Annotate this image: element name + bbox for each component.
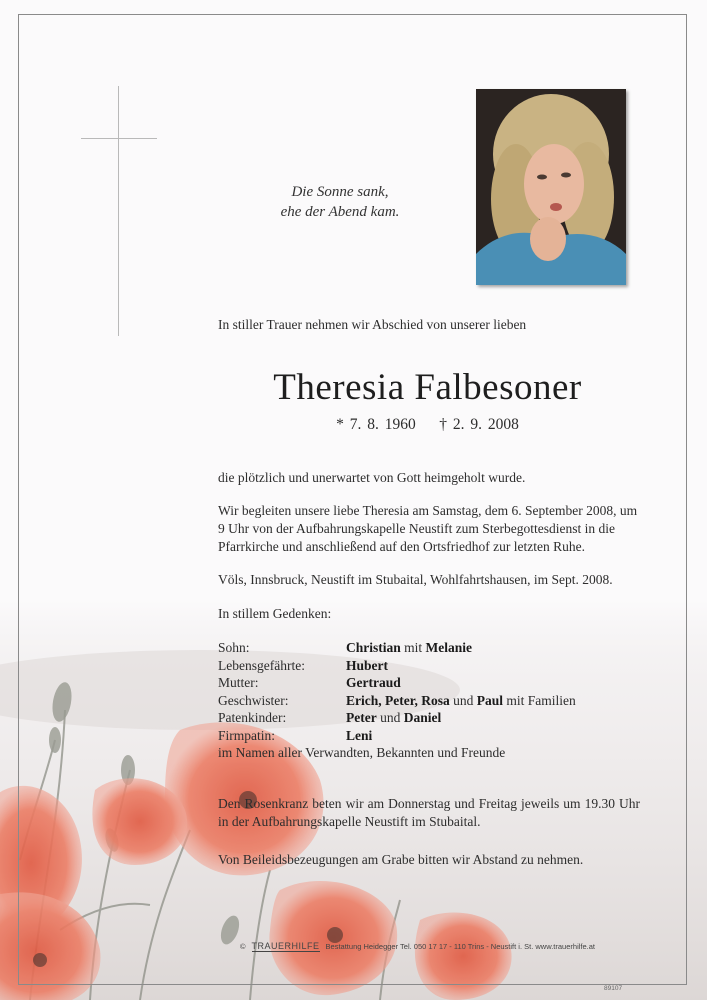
document-code: 89107 [604,985,623,992]
family-list [218,639,576,762]
condolence-note: Von Beileidsbezeugungen am Grabe bitten wir Abstand zu nehmen. [218,852,584,867]
quote-line-2: ehe der Abend kam. [280,204,400,220]
family-label: Mutter: [218,675,259,690]
funeral-details: Wir begleiten unsere liebe Theresia am Samstag, dem 6. September 2008, um 9 Uhr von der Aufbahrungskapelle Neustift zum Sterbegottesdienst in die Pfarrkirche und anschließend auf den Ortsfriedhof zur letzten Ruhe. [218,503,638,554]
family-value: Christian mit Melanie [346,640,473,655]
places-date: Völs, Innsbruck, Neustift im Stubaital, Wohlfahrtshausen, im Sept. 2008. [218,572,613,587]
family-label: Firmpatin: [218,727,275,743]
trauerhilfe-logo: TRAUERHILFE [251,941,320,951]
family-label: Patenkinder: [218,710,287,725]
family-value: Hubert [346,657,388,673]
portrait-photo [476,89,626,285]
intro-text: In stiller Trauer nehmen wir Abschied von unserer lieben [218,317,527,332]
family-row [218,674,576,692]
family-label: Lebensgefährte: [218,657,305,673]
remembrance-heading: In stillem Gedenken: [218,606,332,621]
footer-contact: Bestattung Heidegger Tel. 050 17 17 - 110 Trins - Neustift i. St. www.trauerhilfe.at [325,942,595,951]
cross-icon-horizontal [81,138,157,139]
family-row [218,709,576,727]
life-dates: * 7. 8. 1960 † 2. 9. 2008 [336,416,519,433]
footer [240,941,595,952]
deceased-name: Theresia Falbesoner [273,367,582,408]
passing-text: die plötzlich und unerwartet von Gott heimgeholt wurde. [218,470,526,485]
cross-icon-vertical [118,86,119,336]
family-value: Peter und Daniel [346,710,442,725]
quote-line-1: Die Sonne sank, [291,184,389,200]
family-label: Sohn: [218,640,250,655]
copyright-symbol: © [240,942,246,951]
family-row [218,639,576,657]
family-row [218,692,576,710]
family-value: Gertraud [346,675,401,690]
family-row [218,657,576,675]
relatives-text: im Namen aller Verwandten, Bekannten und Freunde [218,745,506,760]
family-label: Geschwister: [218,692,289,708]
family-value: Leni [346,727,373,743]
rosary-text: Den Rosenkranz beten wir am Donnerstag und Freitag jeweils um 19.30 Uhr in der Aufbahrungskapelle Neustift im Stubaital. [218,796,640,829]
family-row [218,727,576,745]
family-value: Erich, Peter, Rosa und Paul mit Familien [346,692,576,708]
memorial-quote [240,182,440,222]
